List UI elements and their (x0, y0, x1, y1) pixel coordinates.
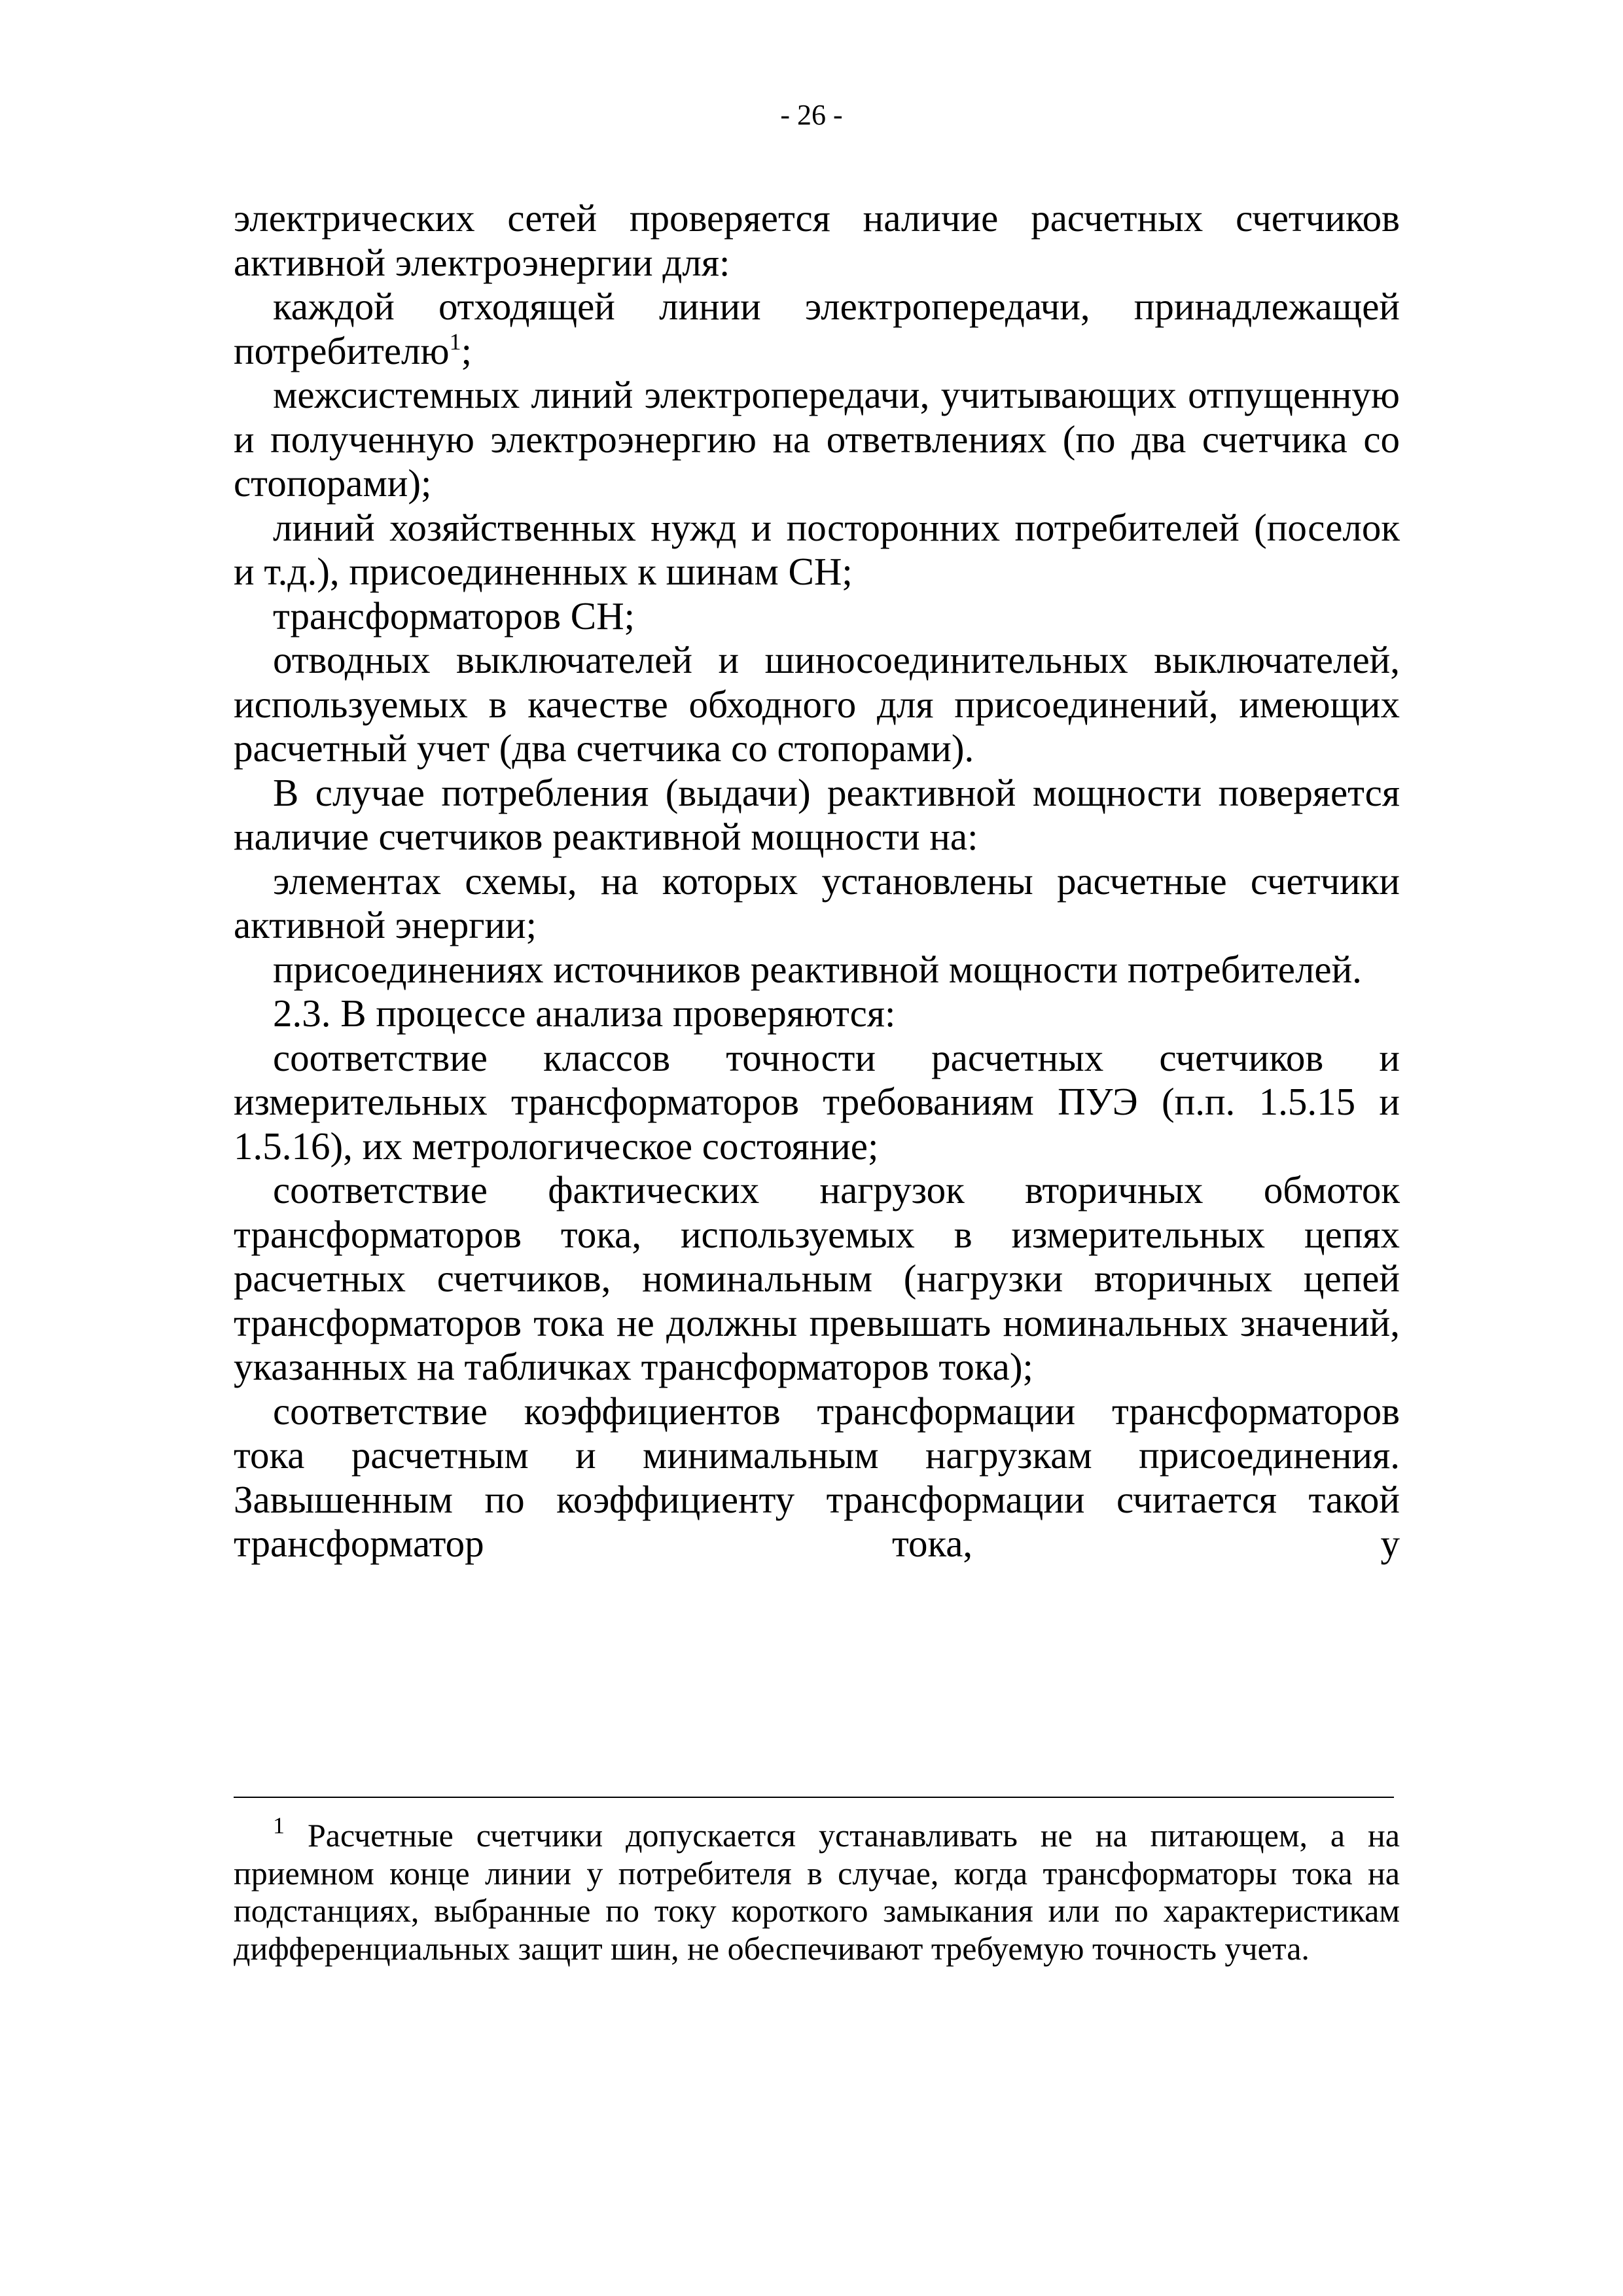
body-text (234, 196, 1400, 1566)
paragraph-reactive-power: В случае потребления (выдачи) реактивной мощности поверяется наличие счетчиков реактивной мощности на: (234, 770, 1400, 858)
paragraph-scheme-elements: элементах схемы, на которых установлены расчетные счетчики активной энергии; (234, 859, 1400, 946)
footnote (234, 1812, 1400, 1967)
paragraph-outgoing-lines-text: каждой отходящей линии электропередачи, принадлежащей потребителю (234, 285, 1400, 372)
paragraph-reactive-sources: присоединениях источников реактивной мощности потребителей. (273, 947, 1362, 991)
paragraph-transformation-ratios: соответствие коэффициентов трансформации трансформаторов тока расчетным и минимальным нагрузкам присоединения. Завышенным по коэффициенту трансформации считается такой трансформатор тока, у (234, 1389, 1400, 1565)
paragraph-bypass-switches: отводных выключателей и шиносоединительных выключателей, используемых в качестве обходного для присоединений, имеющих расчетный учет (два счетчика со стопорами). (234, 638, 1400, 770)
paragraph-intersystem-lines: межсистемных линий электропередачи, учитывающих отпущенную и полученную электроэнергию на ответвлениях (по два счетчика со стопорами); (234, 373, 1400, 505)
paragraph-continuation: электрических сетей проверяется наличие расчетных счетчиков активной электроэнергии для: (234, 196, 1400, 284)
footnote-reference: 1 (449, 328, 461, 355)
paragraph-sn-transformers: трансформаторов СН; (273, 594, 635, 637)
paragraph-outgoing-lines (234, 285, 1400, 373)
paragraph-accuracy-classes: соответствие классов точности расчетных счетчиков и измерительных трансформаторов требованиям ПУЭ (п.п. 1.5.15 и 1.5.16), их метрологическое состояние; (234, 1035, 1400, 1168)
paragraph-outgoing-lines-punct: ; (461, 329, 472, 372)
page-number: - 26 - (780, 99, 843, 131)
section-2-3-heading: 2.3. В процессе анализа проверяются: (273, 992, 896, 1035)
footnote-text: Расчетные счетчики допускается устанавливать не на питающем, а на приемном конце линии у потребителя в случае, когда трансформаторы тока на подстанциях, выбранные по току короткого замыкания или по характеристикам дифференциальных защит шин, не обеспечивают требуемую точность учета. (234, 1817, 1400, 1967)
paragraph-household-lines: линий хозяйственных нужд и посторонних потребителей (поселок и т.д.), присоединенных к шинам СН; (234, 505, 1400, 593)
footnote-marker: 1 (273, 1812, 285, 1839)
footnote-separator (234, 1797, 1394, 1798)
paragraph-secondary-loads: соответствие фактических нагрузок вторичных обмоток трансформаторов тока, используемых в измерительных цепях расчетных счетчиков, номинальным (нагрузки вторичных цепей трансформаторов тока не должны превышать номинальных значений, указанных на табличках трансформаторов тока); (234, 1168, 1400, 1388)
